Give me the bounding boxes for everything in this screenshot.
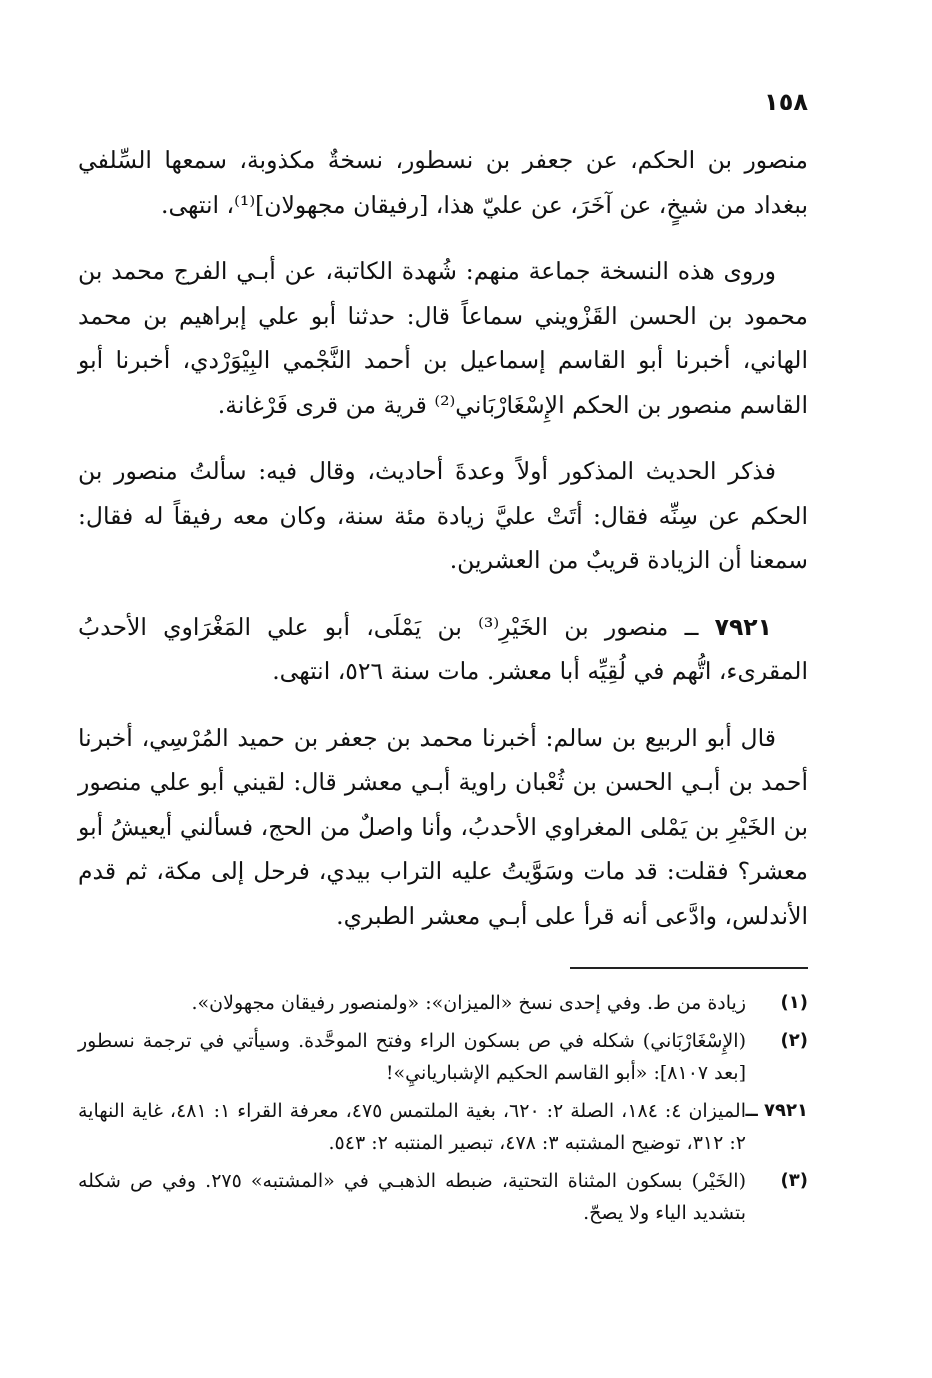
main-text [78,138,808,960]
paragraph-hadith-mention: فذكر الحديث المذكور أولاً وعدةَ أحاديث، وقال فيه: سألتُ منصور بن الحكم عن سِنِّه فقال: أتَتْ عليَّ زيادة مئة سنة، وكان معه رفيقاً له فقال: سمعنا أن الزيادة قريبٌ من العشرين. [78,457,808,574]
footnote-item [78,1165,808,1229]
footnote-item [78,987,808,1019]
footnote-divider [570,967,808,969]
footnote-text: زيادة من ط. وفي إحدى نسخ «الميزان»: «ولمنصور رفيقان مجهولان». [191,992,746,1014]
footnote-mark: (٢) [780,1030,808,1051]
footnotes [78,987,808,1235]
paragraph-continuation: منصور بن الحكم، عن جعفر بن نسطور، نسخةٌ مكذوبة، سمعها السِّلفي ببغداد من شيخٍ، عن آخَرَ، عن عليّ هذا، [رفيقان مجهولان]⁽¹⁾، انتهى. [78,146,808,219]
footnote-text: (الإِسْغَارْبَاني) شكله في ص بسكون الراء وفتح الموحَّدة. وسيأتي في ترجمة نسطور [بعد ٨١٠٧]: «أبو القاسم الحكيم الإشباريانيِ»! [78,1030,746,1084]
footnote-text: (الخَيْر) بسكون المثناة التحتية، ضبطه الذهبـي في «المشتبه» ٢٧٥. وفي ص شكله بتشديد الياء ولا يصحّ. [78,1170,746,1224]
footnote-text: الميزان ٤: ١٨٤، الصلة ٢: ٦٢٠، بغية الملتمس ٤٧٥، معرفة القراء ١: ٤٨١، غاية النهاية ٢: ٣١٢، توضيح المشتبه ٣: ٤٧٨، تبصير المنتبه ٢: ٥٤٣. [78,1100,746,1154]
paragraph-narration-chain: وروى هذه النسخة جماعة منهم: شُهدة الكاتبة، عن أبـي الفرج محمد بن محمود بن الحسن القَزْويني سماعاً قال: حدثنا أبو علي إبراهيم بن محمد الهاني، أخبرنا أبو القاسم إسماعيل بن أحمد النَّجْمي البِيْوَرْدي، أخبرنا أبو القاسم منصور بن الحكم الإِسْغَارْبَاني⁽²⁾ قرية من قرى فَرْغانة. [78,257,808,419]
entry-text: منصور بن الخَيْرِ⁽³⁾ بن يَمْلَى، أبو علي المَغْرَاوي الأحدبُ المقرىء، اتُّهم في لُقِيِّه أبا معشر. مات سنة ٥٢٦، انتهى. [78,612,808,685]
paragraph-abu-rabi-report: قال أبو الربيع بن سالم: أخبرنا محمد بن جعفر بن حميد المُرْسِي، أخبرنا أحمد بن أبـي الحسن بن ثُعْبان راوية أبـي معشر قال: لقيني أبو علي منصور بن الخَيْرِ بن يَمْلى المغراوي الأحدبُ، وأنا واصلٌ من الحج، فسألني أيعيشُ أبو معشر؟ فقلت: قد مات وسَوَّيتُ عليه التراب بيدي، فرحل إلى مكة، ثم قدم الأندلس، وادَّعى أنه قرأ على أبـي معشر الطبري. [78,723,808,930]
biography-entry [78,605,808,694]
footnote-item-sources [78,1095,808,1159]
page-number: ١٥٨ [764,88,808,116]
footnote-mark: ٧٩٢١ ــ [745,1100,808,1121]
entry-dash: ــ [684,612,699,641]
footnote-mark: (١) [780,992,808,1013]
footnote-item [78,1025,808,1089]
entry-number: ٧٩٢١ [714,612,772,641]
footnote-mark: (٣) [780,1170,808,1191]
